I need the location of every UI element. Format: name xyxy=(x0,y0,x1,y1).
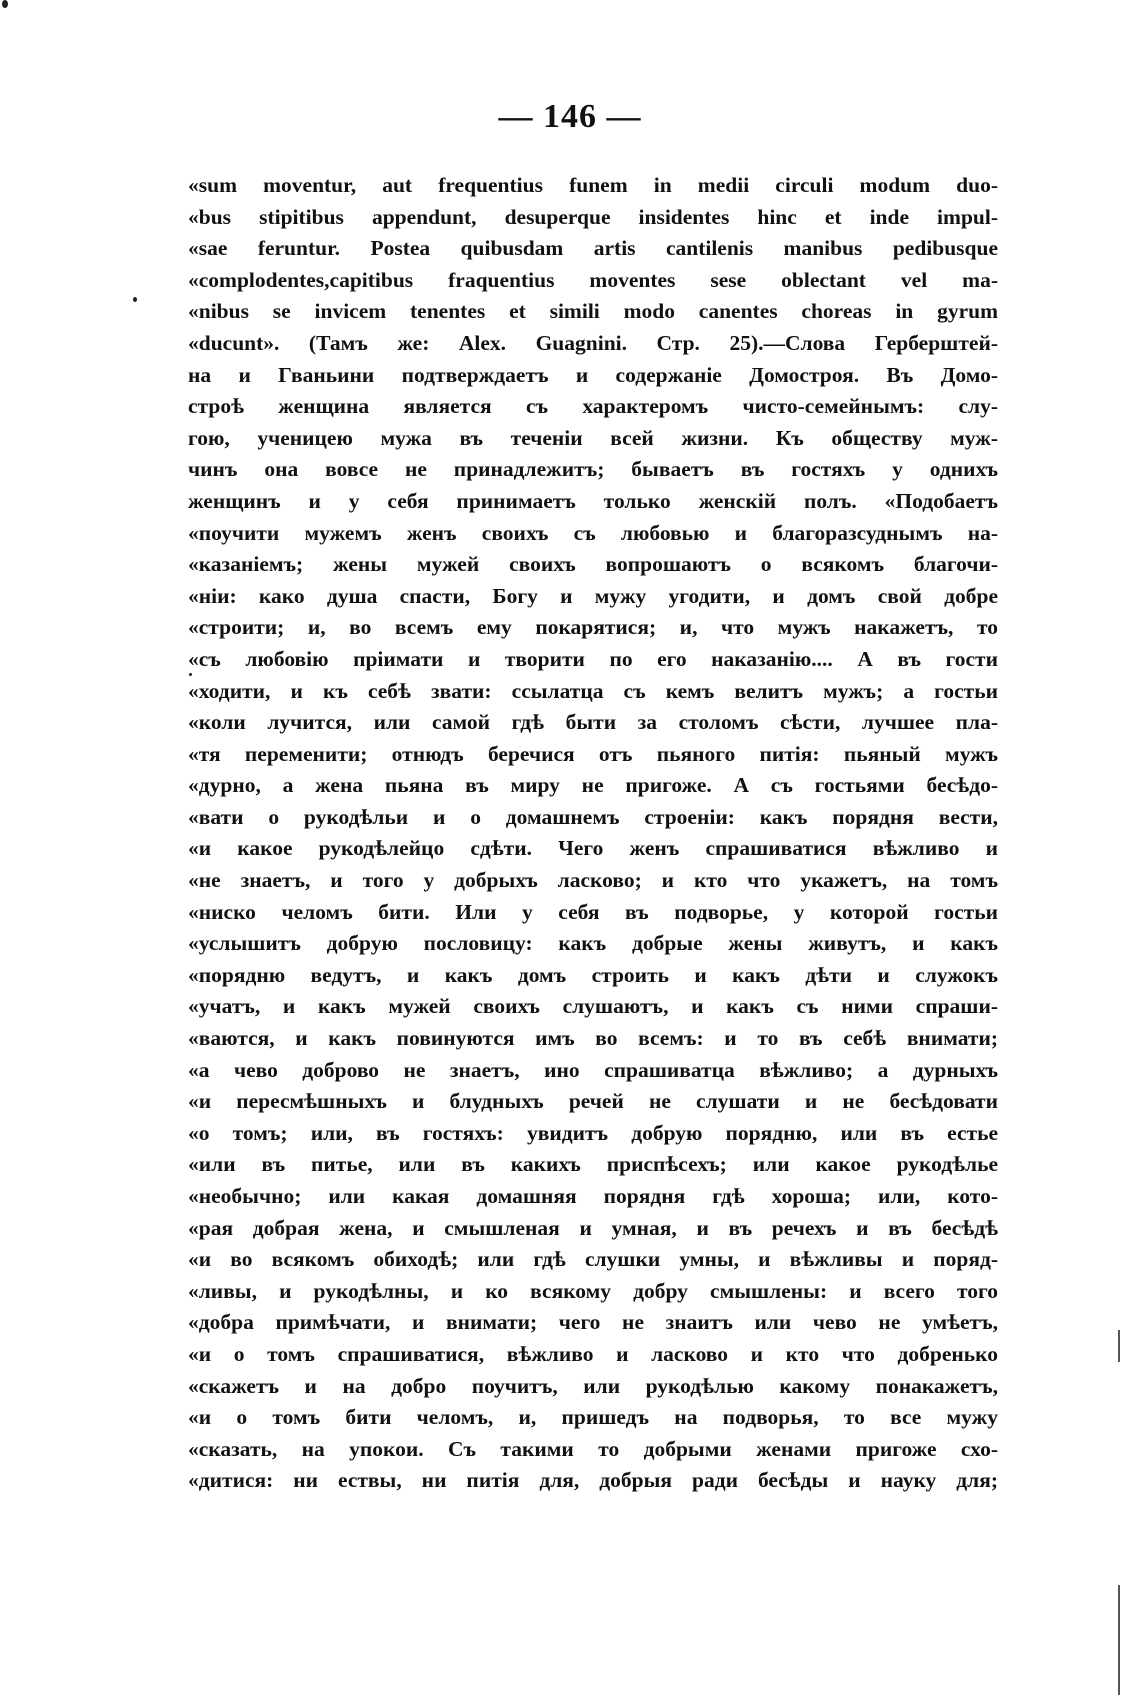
text-line: «порядню ведутъ, и какъ домъ строить и какъ дѣти и служокъ xyxy=(188,962,998,987)
text-line: женщинъ и у себя принимаетъ только женскій полъ. «Подобаетъ xyxy=(188,488,998,513)
text-line: «nibus se invicem tenentes et simili modo canentes choreas in gyrum xyxy=(188,299,998,324)
text-line: «скажетъ и на добро поучитъ, или рукодѣлью какому понакажетъ, xyxy=(188,1373,998,1398)
text-line: «ходити, и къ себѣ звати: ссылатца съ кемъ велитъ мужъ; а гостьи xyxy=(188,678,998,703)
text-line: «строити; и, во всемъ ему покарятися; и, что мужъ накажетъ, то xyxy=(188,615,998,640)
text-line: «и о томъ спрашиватися, вѣжливо и ласково и кто что добренько xyxy=(188,1341,998,1366)
text-line: «complodentes,capitibus fraquentius moventes sese oblectant vel ma- xyxy=(188,267,998,292)
text-line: «дитися: ни ествы, ни питія для, добрыя ради бесѣды и науку для; xyxy=(188,1468,998,1493)
text-line: «сказать, на упокои. Съ такими то добрыми женами пригоже схо- xyxy=(188,1436,998,1461)
text-line: «и пересмѣшныхъ и блудныхъ речей не слушати и не бесѣдовати xyxy=(188,1089,998,1114)
text-line: «ливы, и рукодѣлны, и ко всякому добру смышлены: и всего того xyxy=(188,1278,998,1303)
text-line: «bus stipitibus appendunt, desuperque insidentes hinc et inde impul- xyxy=(188,204,998,229)
text-line: гою, ученицею мужа въ теченіи всей жизни. Къ обществу муж- xyxy=(188,425,998,450)
text-line: «sae feruntur. Postea quibusdam artis cantilenis manibus pedibusque xyxy=(188,236,998,261)
text-line: «коли лучится, или самой гдѣ быти за столомъ сѣсти, лучшее пла- xyxy=(188,710,998,735)
text-line: строѣ женщина является съ характеромъ чисто-семейнымъ: слу- xyxy=(188,394,998,419)
text-line: «вати о рукодѣльи и о домашнемъ строеніи: какъ порядня вести, xyxy=(188,804,998,829)
text-line: «и о томъ бити челомъ, и, пришедъ на подворья, то все мужу xyxy=(188,1405,998,1430)
text-line: «ducunt». (Тамъ же: Alex. Guagnini. Стр. 25).—Слова Герберштей- xyxy=(188,330,998,355)
text-line: «ниско челомъ бити. Или у себя въ подворье, у которой гостьи xyxy=(188,899,998,924)
text-line: «а чево доброво не знаетъ, ино спрашиватца вѣжливо; а дурныхъ xyxy=(188,1057,998,1082)
text-line: «и какое рукодѣлейцо сдѣти. Чего женъ спрашиватися вѣжливо и xyxy=(188,836,998,861)
text-line: «дурно, а жена пьяна въ миру не пригоже. А съ гостьями бесѣдо- xyxy=(188,773,998,798)
text-line: «необычно; или какая домашняя порядня гдѣ хороша; или, кото- xyxy=(188,1184,998,1208)
text-line: «тя переменити; отнюдъ беречися отъ пьяного питія: пьяный мужъ xyxy=(188,741,998,766)
body-text xyxy=(188,170,998,1497)
text-line: «о томъ; или, въ гостяхъ: увидитъ добрую порядню, или въ естье xyxy=(188,1120,998,1145)
text-line: «не знаетъ, и того у добрыхъ ласково; и кто что укажетъ, на томъ xyxy=(188,868,998,893)
scan-edge-mark xyxy=(1118,1330,1120,1362)
scan-speck xyxy=(133,297,137,302)
text-line: «казаніемъ; жены мужей своихъ вопрошаютъ о всякомъ благочи- xyxy=(188,552,998,577)
text-line: «поучити мужемъ женъ своихъ съ любовью и благоразсуднымъ на- xyxy=(188,520,998,545)
text-line: «добра примѣчати, и внимати; чего не знаитъ или чево не умѣетъ, xyxy=(188,1310,998,1335)
scan-speck xyxy=(2,0,8,8)
text-line: на и Гваньини подтверждаетъ и содержаніе Домостроя. Въ Домо- xyxy=(188,362,998,387)
text-line: «рая добрая жена, и смышленая и умная, и въ речехъ и въ бесѣдѣ xyxy=(188,1215,998,1240)
text-line: «услышитъ добрую пословицу: какъ добрые жены живутъ, и какъ xyxy=(188,931,998,956)
text-line: «ваются, и какъ повинуются имъ во всемъ: и то въ себѣ внимати; xyxy=(188,1026,998,1051)
scan-speck xyxy=(189,673,192,676)
text-line: «ніи: како душа спасти, Богу и мужу угодити, и домъ свой добре xyxy=(188,583,998,608)
text-line: «и во всякомъ обиходѣ; или гдѣ слушки умны, и вѣжливы и поряд- xyxy=(188,1247,998,1272)
scan-edge-mark xyxy=(1118,1585,1120,1695)
text-line: «sum moventur, aut frequentius funem in medii circuli modum duo- xyxy=(188,173,998,197)
text-line: «или въ питье, или въ какихъ приспѣсехъ; или какое рукодѣлье xyxy=(188,1152,998,1177)
page-number: — 146 — xyxy=(498,98,642,135)
text-line: чинъ она вовсе не принадлежитъ; бываетъ въ гостяхъ у однихъ xyxy=(188,457,998,482)
text-line: «съ любовію пріимати и творити по его наказанію.... А въ гости xyxy=(188,646,998,671)
text-line: «учатъ, и какъ мужей своихъ слушаютъ, и какъ съ ними спраши- xyxy=(188,994,998,1019)
